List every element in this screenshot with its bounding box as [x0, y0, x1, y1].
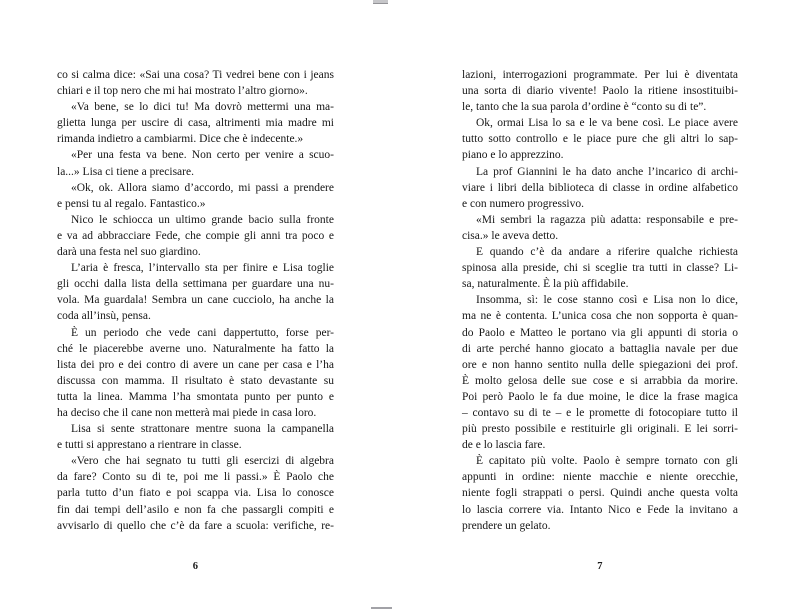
text-line-content: glietta lunga per uscire di casa, altrimenti mia madre mi	[57, 117, 334, 130]
page-number-left: 6	[192, 561, 199, 572]
page-right-text	[462, 67, 738, 534]
text-line	[57, 196, 334, 212]
text-line-content: prendere un gelato.	[462, 519, 551, 532]
text-line-content: più presto possibile e restituirle gli originali. E lei sorri-	[462, 423, 738, 436]
text-line	[462, 308, 738, 324]
text-line-content: ha deciso che il cane non metterà mai piede in casa loro.	[57, 406, 317, 419]
text-line	[462, 502, 738, 518]
page-left-text	[57, 67, 334, 534]
text-line-content: lista dei pro e dei contro di avere un cane per casa e l’ha	[57, 358, 334, 371]
text-line-content: cisa.» le aveva detto.	[462, 229, 559, 242]
text-line	[462, 180, 738, 196]
text-line	[57, 115, 334, 131]
text-line-content: spinosa alla preside, chi si sceglie tra tutti in classe? Li-	[462, 262, 738, 275]
text-line	[57, 485, 334, 501]
text-line-content: una sorta di diario vivente! Paolo la ritiene insostituibi-	[462, 85, 738, 98]
text-line-content: tutta la linea. Mamma l’ha smontata punto per punto e	[57, 390, 334, 403]
text-line-content: «Mi sembri la ragazza più adatta: responsabile e pre-	[476, 213, 738, 226]
text-line-content: lazioni, interrogazioni programmate. Per lui è diventata	[462, 69, 738, 81]
text-line	[462, 453, 738, 469]
text-line	[57, 147, 334, 163]
text-line-content: «Per una festa va bene. Non certo per venire a scuo-	[71, 149, 334, 162]
text-line	[462, 469, 738, 485]
text-line	[462, 147, 738, 163]
text-line-content: «Ok, ok. Allora siamo d’accordo, mi passi a prendere	[71, 181, 334, 194]
text-line-content: Nico le schiocca un ultimo grande bacio sulla fronte	[71, 213, 334, 226]
text-line-content: viare i libri della biblioteca di classe in ordine alfabetico	[462, 181, 738, 194]
text-line	[57, 276, 334, 292]
text-line-content: piano e lo apprezzino.	[462, 149, 564, 162]
text-line-content: e pensi tu al regalo. Fantastico.»	[57, 197, 206, 210]
text-line-content: Lisa si sente strattonare mentre suona la campanella	[71, 423, 334, 436]
text-line	[57, 260, 334, 276]
text-line-content: ma ne è contenta. L’unica cosa che non sopporta è quan-	[462, 310, 738, 323]
page-left	[57, 0, 334, 612]
text-line-content: ore e non hanno sentito nulla delle spiegazioni dei prof.	[462, 358, 738, 371]
text-line-content: coda all’insù, pensa.	[57, 310, 151, 323]
text-line	[462, 437, 738, 453]
text-line	[57, 421, 334, 437]
text-line	[462, 276, 738, 292]
text-line-content: E quando c’è da andare a riferire qualche richiesta	[476, 246, 738, 259]
text-line	[462, 260, 738, 276]
text-line	[57, 469, 334, 485]
text-line-content: gli occhi dalla lista della settimana per guardare una nu-	[57, 278, 334, 291]
text-line-content: appunti in ordine: niente macchie e niente orecchie,	[462, 471, 738, 484]
text-line-content: rimanda indietro a cambiarmi. Dice che è indecente.»	[57, 133, 304, 146]
text-line	[57, 99, 334, 115]
text-line	[462, 357, 738, 373]
text-line	[57, 180, 334, 196]
text-line	[462, 421, 738, 437]
binding-mark-bottom	[371, 607, 392, 609]
text-line	[57, 292, 334, 308]
text-line	[57, 164, 334, 180]
text-line	[462, 83, 738, 99]
text-line-content: darà una festa nel suo giardino.	[57, 246, 201, 259]
text-line	[57, 212, 334, 228]
text-line	[57, 502, 334, 518]
text-line	[57, 357, 334, 373]
text-line	[57, 83, 334, 99]
text-line-content: avvisarlo di quello che c’è da fare a scuola: verifiche, re-	[57, 519, 334, 532]
text-line	[462, 228, 738, 244]
text-line-content: ché le piacerebbe averne uno. Naturalmente ha fatto la	[57, 342, 334, 355]
text-line	[462, 196, 738, 212]
text-line	[462, 341, 738, 357]
text-line	[462, 67, 738, 83]
text-line	[462, 212, 738, 228]
text-line-content: la...» Lisa ci tiene a precisare.	[57, 165, 194, 178]
text-line-content: e con numero progressivo.	[462, 197, 584, 210]
text-line-content: Ok, ormai Lisa lo sa e le va bene così. Le piace avere	[476, 117, 738, 130]
text-line	[57, 405, 334, 421]
text-line	[57, 437, 334, 453]
text-line-content: – contavo su di te – e le promette di fotocopiare tutto il	[462, 406, 738, 419]
text-line-content: La prof Giannini le ha dato anche l’incarico di archi-	[476, 165, 738, 178]
text-line	[57, 67, 334, 83]
page-number-right: 7	[597, 561, 603, 572]
text-line	[57, 453, 334, 469]
text-line-content: e tutti si apprestano a rientrare in classe.	[57, 439, 242, 452]
text-line	[462, 518, 738, 534]
text-line	[462, 99, 738, 115]
text-line-content: tutto sotto controllo e le piace pure che gli altri lo sap-	[462, 133, 738, 146]
text-line-content: da fare? Conto su di te, poi me li passi.» È Paolo che	[57, 471, 334, 484]
text-line	[462, 292, 738, 308]
text-line-content: Insomma, sì: le cose stanno così e Lisa non lo dice,	[476, 294, 738, 307]
text-line	[462, 405, 738, 421]
text-line-content: e va ad abbracciare Fede, che compie gli anni tra poco e	[57, 229, 334, 242]
text-line-content: È capitato più volte. Paolo è sempre tornato con gli	[476, 455, 738, 468]
text-line-content: Poi però Paolo le fa due moine, le dice la frase magica	[462, 390, 738, 403]
text-line	[462, 131, 738, 147]
text-line	[57, 131, 334, 147]
text-line-content: vola. Ma guardala! Sembra un cane cucciolo, ha anche la	[57, 294, 334, 307]
text-line-content: discussa con mamma. Il risultato è stato devastante su	[57, 374, 334, 387]
text-line-content: co si calma dice: «Sai una cosa? Ti vedrei bene con i jeans	[57, 69, 334, 81]
text-line	[462, 164, 738, 180]
text-line-content: «Vero che hai segnato tu tutti gli esercizi di algebra	[71, 455, 334, 468]
text-line	[462, 389, 738, 405]
text-line-content: chiari e il top nero che mi hai mostrato l’altro giorno».	[57, 85, 308, 98]
text-line	[57, 308, 334, 324]
text-line-content: sa, naturalmente. È la più affidabile.	[462, 278, 629, 291]
text-line	[462, 115, 738, 131]
binding-mark-top	[373, 0, 388, 4]
text-line	[57, 244, 334, 260]
text-line	[462, 325, 738, 341]
text-line	[57, 228, 334, 244]
text-line-content: «Va bene, se lo dici tu! Ma dovrò mettermi una ma-	[71, 101, 334, 114]
text-line	[57, 518, 334, 534]
text-line-content: parla tutto d’un fiato e poi scappa via. Lisa lo conosce	[57, 487, 334, 500]
text-line-content: È un periodo che vede cani dappertutto, forse per-	[71, 326, 334, 339]
text-line-content: È molto gelosa delle sue cose e si arrabbia da morire.	[462, 374, 738, 387]
text-line	[57, 325, 334, 341]
text-line-content: L’aria è fresca, l’intervallo sta per finire e Lisa toglie	[71, 262, 334, 275]
text-line	[462, 244, 738, 260]
text-line-content: do Paolo e Matteo le portano via gli appunti di storia o	[462, 326, 738, 339]
text-line	[57, 373, 334, 389]
text-line-content: lo lascia correre via. Intanto Nico e Fede la invitano a	[462, 503, 738, 516]
text-line-content: de e lo lascia fare.	[462, 439, 546, 452]
text-line	[462, 373, 738, 389]
text-line	[57, 341, 334, 357]
page-right	[462, 0, 738, 612]
text-line-content: niente fogli strappati o persi. Quindi anche questa volta	[462, 487, 738, 500]
text-line	[462, 485, 738, 501]
text-line	[57, 389, 334, 405]
text-line-content: le, tanto che la sua parola d’ordine è “conto su di te”.	[462, 101, 707, 114]
text-line-content: di arte perché hanno giocato a battaglia navale per due	[462, 342, 738, 355]
text-line-content: fin dai tempi dell’asilo e non fa che passargli compiti e	[57, 503, 334, 516]
